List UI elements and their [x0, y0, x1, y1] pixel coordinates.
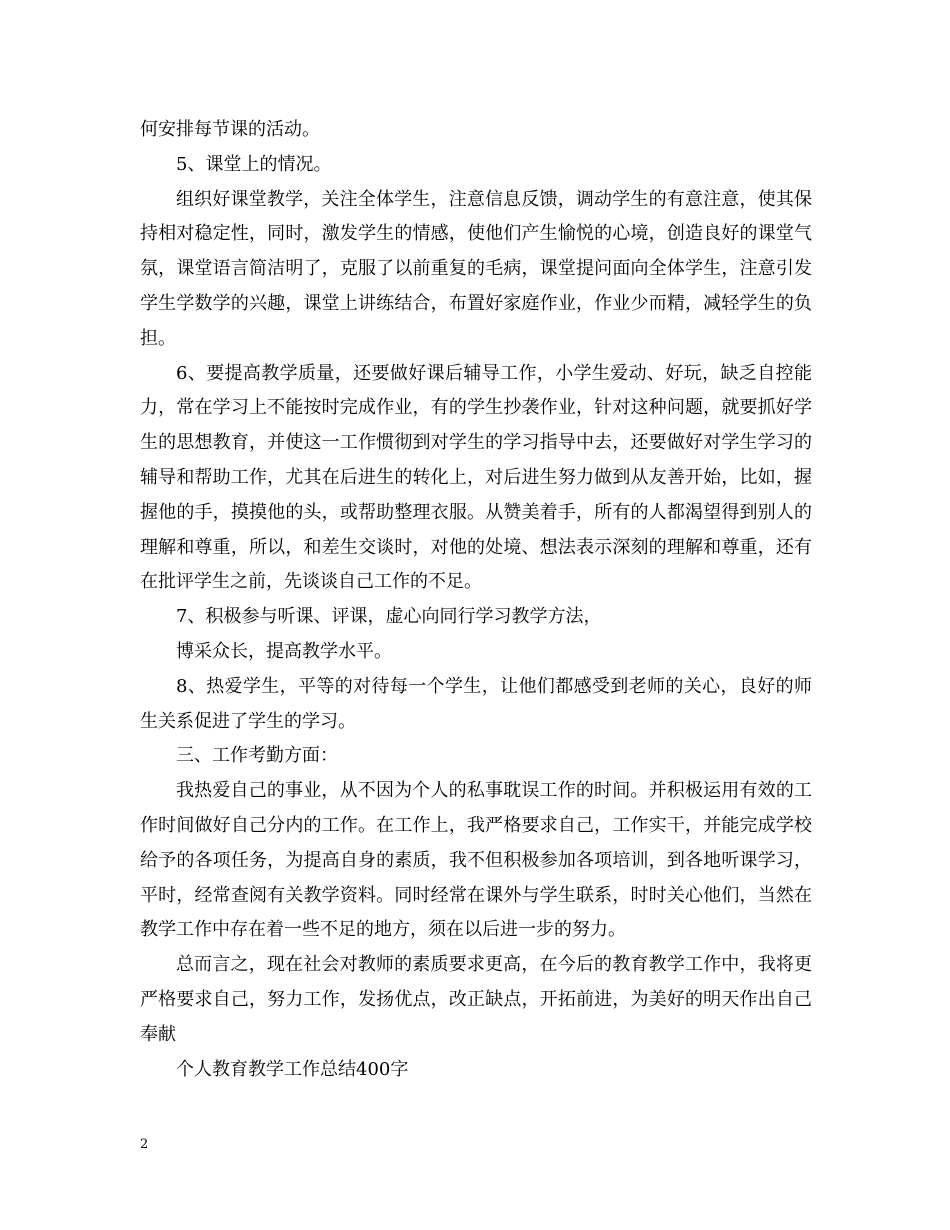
- section-heading-attendance: 三、工作考勤方面：: [176, 745, 338, 767]
- paragraph-continuation: 何安排每节课的活动。: [140, 119, 320, 140]
- paragraph-conclusion: 总而言之，现在社会对教师的素质要求更高，在今后的教育教学工作中，我将更严格要求自己，努力工作，发扬优点，改正缺点，开拓前进，为美好的明天作出自己奉献: [140, 954, 812, 1045]
- paragraph-item-5-heading: 5、课堂上的情况。: [176, 153, 332, 175]
- paragraph-item-6-tutoring: 6、要提高教学质量，还要做好课后辅导工作，小学生爱动、好玩，缺乏自控能力，常在学习上不能按时完成作业，有的学生抄袭作业，针对这种问题，就要抓好学生的思想教育，并使这一工作惯彻到对学生的学习指导中去，还要做好对学生学习的辅导和帮助工作，尤其在后进生的转化上，对后进生努力做到从友善开始，比如，握握他的手，摸摸他的头，或帮助整理衣服。从赞美着手，所有的人都渴望得到别人的理解和尊重，所以，和差生交谈时，对他的处境、想法表示深刻的理解和尊重，还有在批评学生之前，先谈谈自己工作的不足。: [140, 362, 812, 593]
- paragraph-item-7-continued: 博采众长，提高教学水平。: [176, 640, 392, 662]
- paragraph-attendance: 我热爱自己的事业，从不因为个人的私事耽误工作的时间。并积极运用有效的工作时间做好自己分内的工作。在工作上，我严格要求自己，工作实干，并能完成学校给予的各项任务，为提高自身的素质，我不但积极参加各项培训，到各地听课学习，平时，经常查阅有关教学资料。同时经常在课外与学生联系，时时关心他们，当然在教学工作中存在着一些不足的地方，须在以后进一步的努力。: [140, 780, 812, 941]
- paragraph-item-8-students: 8、热爱学生，平等的对待每一个学生，让他们都感受到老师的关心，良好的师生关系促进了学生的学习。: [140, 675, 812, 732]
- page-number: 2: [140, 1137, 149, 1152]
- paragraph-classroom-teaching: 组织好课堂教学，关注全体学生，注意信息反馈，调动学生的有意注意，使其保持相对稳定性，同时，激发学生的情感，使他们产生愉悦的心境，创造良好的课堂气氛，课堂语言简洁明了，克服了以前重复的毛病，课堂提问面向全体学生，注意引发学生学数学的兴趣，课堂上讲练结合，布置好家庭作业，作业少而精，减轻学生的负担。: [140, 188, 812, 349]
- paragraph-next-title: 个人教育教学工作总结400字: [176, 1058, 409, 1080]
- document-body: [140, 113, 812, 1087]
- paragraph-item-7-observation: 7、积极参与听课、评课，虚心向同行学习教学方法，: [176, 606, 602, 628]
